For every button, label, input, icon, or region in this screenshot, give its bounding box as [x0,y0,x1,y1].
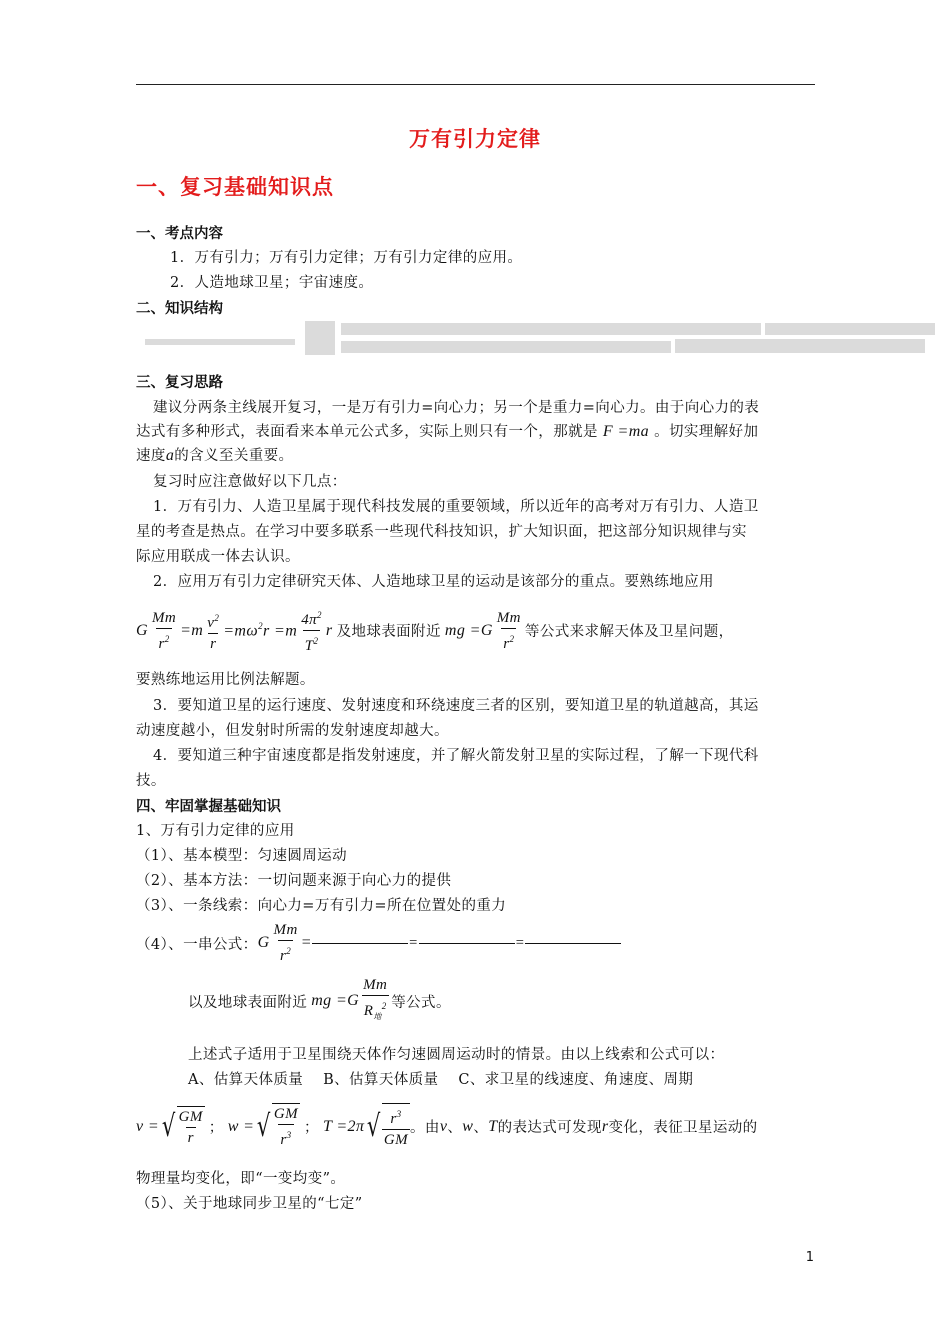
heading-review-ideas: 三、复习思路 [136,375,223,391]
section-heading-review: 一、复习基础知识点 [136,175,334,199]
surface-gravity-text: 以及地球表面附近 [188,994,308,1011]
formula-line-gravitation: G $\frac{Mm}{r^2}$ =m $\frac{v^2}{r}$ $=m\omega^2r =m$ $\frac{4\pi^2}{T^2}$ r 及地球表面附近 mg =G $\frac{Mm}{r^2}$ 等公式来求解天体及卫星问题， [136,609,734,654]
exam-point-1: 1．万有引力；万有引力定律；万有引力定律的应用。 [170,250,523,266]
application-intro: 上述式子适用于卫星围绕天体作匀速圆周运动时的情景。由以上线索和公式可以： [188,1047,725,1063]
basic-knowledge-item-4: （3）、一条线索：向心力=万有引力=所在位置处的重力 [136,898,507,914]
orbit-formula-text: 。由 [410,1120,440,1136]
review-paragraph-6b: 技。 [136,773,166,789]
exam-point-2: 2．人造地球卫星；宇宙速度。 [170,275,374,291]
heading-basic-knowledge: 四、牢固掌握基础知识 [136,799,281,815]
application-options: A、估算天体质量 B、估算天体质量 C、求卫星的线速度、角速度、周期 [188,1072,694,1088]
orbit-formula-line: v = √ $\frac{GM}{r}$ ； w = √ $\frac{GM}{r^3}$ ； T =2π √ $\frac{r^3}{GM}$ 。由 v 、 w 、 T 的表达式可发现 r 变化，表征卫星运动的 [136,1103,758,1150]
blank-3[interactable] [525,943,621,944]
review-paragraph-1c-start: 速度 [136,448,166,464]
page-number: 1 [805,1250,814,1265]
blank-2[interactable] [419,943,515,944]
knowledge-structure-image [145,319,935,361]
formula-f-ma: F =ma [602,423,650,440]
review-paragraph-1b [136,420,758,441]
formula-chain-label: （4）、一串公式： [136,936,258,953]
review-paragraph-2: 复习时应注意做好以下几点： [153,474,347,490]
review-paragraph-1b-end: 。切实理解好加 [654,424,759,440]
review-paragraph-3c: 际应用联成一体去认识。 [136,549,300,565]
subscript-earth: 地 [373,1012,382,1021]
surface-gravity-end: 等公式。 [391,994,451,1011]
header-rule [136,84,815,85]
review-paragraph-1c-end: 的含义至关重要。 [174,448,294,464]
basic-knowledge-item-2: （1）、基本模型：匀速圆周运动 [136,848,347,864]
blank-1[interactable] [312,943,408,944]
review-paragraph-4a: 2．应用万有引力定律研究天体、人造地球卫星的运动是该部分的重点。要熟练地应用 [153,574,714,590]
orbit-formula-tail: 的表达式可发现 [497,1120,602,1136]
review-paragraph-3a: 1．万有引力、人造卫星属于现代科技发展的重要领域，所以近年的高考对万有引力、人造卫 [153,499,759,515]
heading-exam-points: 一、考点内容 [136,226,223,242]
review-paragraph-6a: 4．要知道三种宇宙速度都是指发射速度，并了解火箭发射卫星的实际过程，了解一下现代科 [153,748,759,764]
basic-knowledge-item-3: （2）、基本方法：一切问题来源于向心力的提供 [136,873,452,889]
review-paragraph-4c: 要熟练地运用比例法解题。 [136,672,315,688]
surface-gravity-line: 以及地球表面附近 mg =G $\frac{Mm}{R_地^2}$ 等公式。 [188,975,451,1027]
formula-line-mid-text: 及地球表面附近 [336,624,441,640]
one-change-all-change: 物理量均变化，即“一变均变”。 [136,1171,346,1187]
review-paragraph-3b: 星的考查是热点。在学习中要多联系一些现代科技知识，扩大知识面，把这部分知识规律与实 [136,524,747,540]
heading-knowledge-structure: 二、知识结构 [136,301,223,317]
review-paragraph-5a: 3．要知道卫星的运行速度、发射速度和环绕速度三者的区别，要知道卫星的轨道越高，其运 [153,698,759,714]
basic-knowledge-item-1: 1、万有引力定律的应用 [136,823,295,839]
review-paragraph-1c [136,444,293,465]
formula-chain-line: （4）、一串公式： G $\frac{Mm}{r^2}$ = = = [136,920,622,966]
review-paragraph-5b: 动速度越小，但发射时所需的发射速度却越大。 [136,723,449,739]
symbol-a: a [165,447,175,464]
formula-line-end-text: 等公式来求解天体及卫星问题， [524,624,734,640]
geostationary-heading: （5）、关于地球同步卫星的“七定” [136,1196,363,1212]
document-title: 万有引力定律 [409,127,541,151]
review-paragraph-1a: 建议分两条主线展开复习，一是万有引力=向心力；另一个是重力=向心力。由于向心力的表 [153,400,760,416]
orbit-formula-tail2: 变化，表征卫星运动的 [608,1120,758,1136]
review-paragraph-1b-text: 达式有多种形式，表面看来本单元公式多，实际上则只有一个，那就是 [136,424,598,440]
